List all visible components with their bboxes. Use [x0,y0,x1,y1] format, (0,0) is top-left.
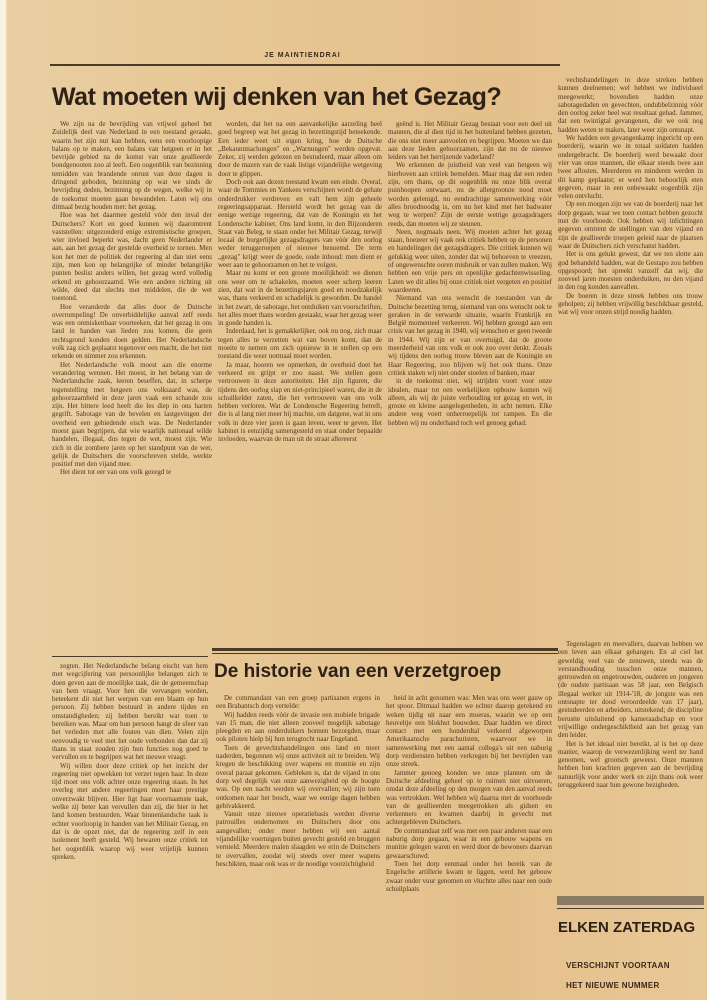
advert-headline: ELKEN ZATERDAG [558,919,696,936]
masthead-rule [50,64,560,66]
sidebar-column [558,76,703,621]
article2-column-2 [386,694,552,1000]
advert-line-2: VERSCHIJNT VOORTAAN [566,961,670,970]
paragraph: Wij hadden reeds vóór de invasie een mobiele brigade van 15 man, die niet alleen zooveel mogelijk sabotage pleegden en aan onderduikers bonnen bezorgden, maar ook piloten hielp bij hun terugtocht naar Engeland. [216,710,380,744]
paragraph: heid in acht genomen was: Men was ons weer gauw op het spoor. Ditmaal hadden we echter daarop gerekend en weken tijdig uit naar een moeras, waarin we op een heuveltje een blokhut bouwden. Daar hadden we direct contact met een honderdtal verkeerd afgeworpen Amerikaansche parachutisten, waarvoor we in samenwerking met een aantal collega's uit een naburig dorp verdiensten hebben verkregen bij het bevrijden van onze streek. [386,694,552,769]
paragraph: Inderdaad, het is gemakkelijker, ook nu nog, zich maar tegen alles te verzetten wat van boven komt, dan de moeite te nemen om zich opnieuw in te stellen op een toestand die weer normaal moet worden. [218,327,382,361]
article2-column-1 [216,694,380,1000]
paragraph: vechtshandelingen in deze streken hebben kunnen deelnemen; wel hebben we individueel meegewerkt; bovendien hadden onze sabotagedaden en gevechten, ondubbelzinnig vóór den oorlog zeker heel wat resultaat gehad. Jammer, dat een twintigtal gevangenen, die we ook nog hadden weten te maken, later weer zijn ontsnapt. [558,76,703,134]
sidebar-column-2 [558,640,703,885]
advert-rule [557,908,704,909]
paragraph: Het dient tot eer van ons volk gezegd te [60,468,172,477]
paragraph: Doch ook aan dezen toestand kwam een einde. Overal, waar de Tommies en Yankees verschijnen wordt de gehate onderdrukker verdreven en valt hem zijn geheele regeeringsapparaat. Hersteld wordt het gezag van de eenige wettige regeering, dat van de Koningin en het Londensche kabinet. Ons land komt, in den Bijzonderen Staat van Beleg, te staan onder het Militair Gezag, terwijl locaal de burgerlijke gezagsdragers van vóór den oorlog weder teruggeroepen of nieuwe benoemd. De term „gezag" krijgt weer de goede, oude inhoud: men dient er weer aan te gehoorzamen en het te volgen. [218,178,382,270]
paragraph: Maar nu komt er een groote moeilijkheid: we dienen ons weer om te schakelen, moeten weer scherp leeren zien, dat wat in de bezettingsjaren goed en noodzakelijk was, thans verkeerd en schadelijk is geworden. De handel in het zwart, de sabotage, het ontduiken van voorschriften, het alles moet thans worden gestaakt, waar het gezag weer in goede handen is. [218,269,382,328]
article2-title: De historie van een verzetgroep [214,661,502,682]
paragraph: in de toekomst niet, wij strijden voort voor onze idealen, maar tot een werkelijken opbouw komen wij alleen, als wij de juiste verhouding tot gezag en wet, in groote en kleine aangelegenheden, in acht nemen. Elke andere weg voert onherroepelijk tot rampen. En die hebben wij nu onderhand toch wel genoeg gehad. [388,377,552,427]
paragraph: De commandant van een groep partisanen ergens in een Brabantsch dorp vertelde: [216,694,380,711]
paragraph: Niemand van ons wenscht de toestanden van de Duitsche bezetting terug, niemand van ons wenscht ook te geraken in de verwarde situatie, waarin Frankrijk en België momenteel verkeeren. Wij hebben gezegd aan een crisis van het gezag in 1940, wij wenschen er geen tweede in 1944. Wij zijn er van overtuigd, dat de groote meerderheid van ons volk er ook zoo over denkt. Zooals wij tijdens den oorlog trouw bleven aan de Koningin en Haar Regeering, zoo blijven wij het ook thans. Onze critiek staken wij niet onder stoelen of banken, maar [388,294,552,377]
paragraph: We hadden een gevangenkamp ingericht op een boerderij, waarin we in totaal soldaten hadden ondergebracht. De boerderij werd bewaakt door vier van onze mannen, die elkaar steeds twee aan twee aflosten. Meerderen en minderen werden in dit kamp geplaatst; er werd hen behoorlijk eten gegeven, maar in een onbewaakt oogenblik zijn velen ontvlucht. [558,134,703,201]
scan-edge [0,0,6,1000]
article-column-1-continued [52,662,208,1000]
paragraph: Wij willen door deze critiek op het inzicht der regeering niet opwekken tot verzet tegen haar. In deze tijd moet ons volk achter onze regeering staan. In het overleg met andere regeeringen moet haar prestige onverzwakt blijven. Hier ligt haar voornaamste taak, welke zij beter kan vervullen dan zij, die hier in het land komen bestuurden. Waar binnenlandsche taak is echter voorloopig in handen van het Militair Gezag, en dat is de opzet niet, dat de regeering zelf in een isolement heeft gesteld. Wij bewaren onze critiek tot het oogenblik waarop wij weer vrijelijk kunnen spreken. [52,761,208,861]
paragraph: Het is het ideaal niet bereikt, al is het op deze manier, waarop de verwezenlijking werd ter hand genomen, wel grootsch geweest. Onze mannen hebben hun krachten gegeven aan de bevrijding natuurlijk voor ander werk en zijn thans ook weer teruggekeerd naar hun gewone bezigheden. [558,739,703,790]
article-column-1 [52,120,212,652]
paragraph: Neen, nogmaals neen. Wij moeten achter het gezag staan, hoezeer wij vaak ook critiek hebben op de personen en handelingen der gezagsdragers. Die critiek kunnen wij gelukkig weer uiten, zonder dat wij behoeven te vreezen, of ongewenschte ooren misbruik er van zullen maken. Wij hebben een vrije pers en openlijke gedachtenwisseling. Laten we dit alles bij onze critiek niet vergeten en positief waardeeren. [388,227,552,294]
masthead: JE MAINTIENDRAI [264,52,341,59]
column-rule [52,656,208,657]
section-rule-thin [212,653,558,654]
advert-line-3: HET NIEUWE NUMMER [566,981,660,990]
paragraph: De commandaat zelf was met een paar anderen naar een naburig dorp gegaan, waar in een gebouw wapens en munitie gelegen waren en werd door de bewoners daarvan gewaarschuwd. [386,826,552,860]
article-title: Wat moeten wij denken van het Gezag? [52,83,502,111]
paragraph: Jammer genoeg konden we onze plannen om de Duitsche afdeeling geheel op te ruimen niet uitvoeren, omdat deze afdeeling op den morgen van den aanval reeds was vertrokken. Wel hebben wij daarna met de voorhoede van de geallieerden meegetrokken als gidsen en verkenners en kwamen daarbij in gevecht met achtergebleven Duitschers. [386,768,552,827]
paragraph: Tegenslagen en meevallers, daarvan hebben we een leven aan elkaar gehangen. En al ciel het geweldig veel van de zenuwen, steeds was de verstandhouding tusschen onze mannen, getrouwden en ongetrouwden, ouderen en jongeren (de oudste partisaan was 58 jaar, een Belgisch illegaal werker uit 1914-'18, de jongste was een ontsnapte ter dood veroordeelde van 17 jaar), gestudeerden en arbeiders, uitstekend; de discipline berustte uitsluitend op kameraadschap en voor vrijwillige ondergeschiktheid aan het gezag van den leider. [558,640,703,740]
paragraph: Vanuit onze nieuwe operatiebasis werden diverse patrouilles ondernomen en Duitschers door ons aangevallen; onder meer hebben wij een aantal vijandelijke voertuigen buiten gevecht gesteld en bruggen vernield. Meerdere malen slaagden we erin de Duitschers te overvallen, zoodat wij steeds over meer wapens beschikten, maar ook was er de noodige voorzichtigheid [216,810,380,868]
paragraph: Hoe was het daarmee gesteld vóór den inval der Duitschers? Kort en goed kunnen wij daaromtrent vaststellen: uitgezonderd enige extremistische groepen, wier invloed beperkt was, dacht geen Nederlander er aan, aan het gezag der gestelde overheid te tornen. Men kon het met de politiek der regeering al dan niet eens zijn, men kon op belangrijke of minder belangrijke punten beslist anders willen, het gezag werd volledig erkend en gehoorzaamd. Wie een andere richting uit wilde, deed dat slechts met middelen, die de wet toestond. [52,211,212,303]
paragraph: Het Nederlandsche volk moest aan die enorme verandering wennen. Het moest, in het belang van de Nederlandsche zaak, leeren beseffen, dat, in scherpe tegenstelling met hetgeen ons volksaard was, de gehoorzaamheid in deze jaren vaak een schande zou zijn. Het bittere leed heeft die les diep in ons harten gegrift. Sabotage van de bevelen en lastgevingen der overheid een gebiedende eisch was. De Nederlander moest gaan begrijpen, dat wie waarlijk nationaal wilde handelen, illegaal, dus tegen de wet, moest zijn. Wie zich in die zombere jaren op het standpunt van de wet, gelijk de Duitschers die voorschreven stelde, werkte positief met den vijand mee. [52,360,212,469]
paragraph: We erkennen de juistheid van veel van hetgeen wij hierboven aan critiek bemelden. Maar mag dat een reden zijn, om thans, op dit oogenblik nu onze blik overal puinhoopen ontwaart, nu de allergrootste nood moet worden gelenigd, nu eendrachtige samenwerking vóór alles broodnoodig is, om nu het kind met het badwater weg te werpen? Zijn de eerste wettige gezagsdragers reeds, dan moeten wij ze steunen. [388,161,552,228]
article-column-3 [388,120,552,650]
paragraph: Ja maar, hooren we opmerken, de overheid doet het verkeerd en grijpt er zoo naast. We stellen geen vertrouwen in deze autoriteiten. Het zijn figuren, die tijdens den oorlog slap en niet-principieel waren, die in de schuilkelder zaten, die het vertrouwen van ons volk hebben verloren. Wat de Londensche Regeering betreft, die is al lang niet meer bij machte, om datgene, wat in ons volk in deze vier jaren is gaan leven, weer te geven. Het kabinet is eenzijdig samengesteld en staat onder bepaalde invloeden, waarvan de man uit de straat allereerst [218,360,382,444]
paragraph: Toen de gevechtshandelingen ons land en meer naderden, begonnen wij onze activiteit uit te breiden. Wij kregen de beschikking over wapens en munitie en zijn overal paraat gekomen. Gebleken is, dat de vijand in ons dorp wel degelijk van onze aanwezigheid op de hoogte was. Op een nacht werden wij overvallen; wij zijn toen ontkomen naar het bosch, waar we eenige dagen hebben gebivakkeerd. [216,743,380,810]
article-column-2 [218,120,382,650]
paragraph: Toen het dorp eenmaal onder het bereik van de Engelsche artillerie kwam te liggen, werd het gebouw zwaar onder vuur genomen en vluchtte alles naar een oude schuilplaats [386,859,552,893]
paragraph: De boeren in deze streek hebben ons trouw geholpen; zij hebben vrijwillig beschikbaar gesteld, wat wij voor onzen strijd noodig hadden. [558,291,703,317]
paragraph: Het is ons gelukt gewest, dat we ten slotte aan god behandeld hadden, wat de Gestapo zou hebben opgespoord; het spreekt vanzelf dat wij, die zooveel jaren moesten onderduiken, nu den vijand in den rug konden aanvallen. [558,250,703,292]
paragraph: worden, dat het na een aanvankelijke aarzeling heel goed begreep wat het gezag in bezettingstijd beteekende. Een ieder weet uit eigen kring, hoe de Duitsche „Bekanntmachungen" en „Warnungen" werden opgevat. Zeker, zij werden gelezen en bestudeerd, maar alleen om door de mazen van de vaak listige vijandelijke wetgeving door te glippen. [218,120,382,178]
advert-bar [557,896,704,905]
section-rule [212,648,558,651]
paragraph: Hoe veranderde dat alles door de Duitsche overrompeling! De onverbiddelijke aanval zelf reeds was een onmiskenbaar voorteeken, dat het gezag in ons land in handen van lieden zou komen, die geen rechtsgrond konden doen gelden. Het Nederlandsche volk zag zich geplaatst tegenover een macht, die het niet erkende en nimmer zou erkennen. [52,302,212,361]
paragraph: zegten. Het Nederlandsche belang eischt van hem met wegcijfering van persoonlijke belangen zich te doen geven aan de moeilijke taak, die de gemeenschap van hem vraagt. Voor hen die vervangen worden, beteekent dit niet het werpen van een blaam op hun persoon. Zij hebben bestuurd in andere tijden en omstandigheden; zij hebben bereikt wat toen te bereiken was. Maar om hun persoon hangt de sfeer van het verleden met alle fouten van dien. Velen zijn eenvoudig te veel met het oude verbonden dan dat zij thans in staat zouden zijn hun functies nog goed te vervullen en te begrijpen wat het nieuwe vraagt. [52,662,208,762]
paragraph: We zijn na de bevrijding van vrijwel geheel het Zuidelijk deel van Nederland in een toestand geraakt, waarin het zijn nut kan hebben, eens een voorloopige balans op te maken, een balans van hetgeen er in het bevrijde gebied na de komst van onze geallieerde bondgenooten zoo al leeft. Een oogenblik van bezinning temidden van brandende onrust van deze dagen is dringend geboden, bezinning op wat we sinds de bevrijding deden, bezinning op de wegen, welke wij in de toekomst moeten gaan bewandelen. Laten wij ons ditmaal bezig houden met: het gezag. [52,120,212,211]
paragraph: geënd is. Het Militair Gezag bestaat voor een deel uit mannen, die al dien tijd in het buitenland hebben gezeten, die ons niet meer aanvoelen en begrijpen. Moeten we dan aan deze lieden gehoorzamen, zijn dat nu de nieuwe leiders van het herrijzende vaderland? [388,120,552,162]
paragraph: Op een morgen zijn we van de boerderij naar het dorp gegaan, waar we toen contact hebben gezocht met de voorhoede. Ook hebben wij inlichtingen gegeven omtrent de stellingen van den vijand en zijn de geallieerde troepen geleid naar de plaatsen waar de Duitschers zich verschanst hadden. [558,200,703,250]
